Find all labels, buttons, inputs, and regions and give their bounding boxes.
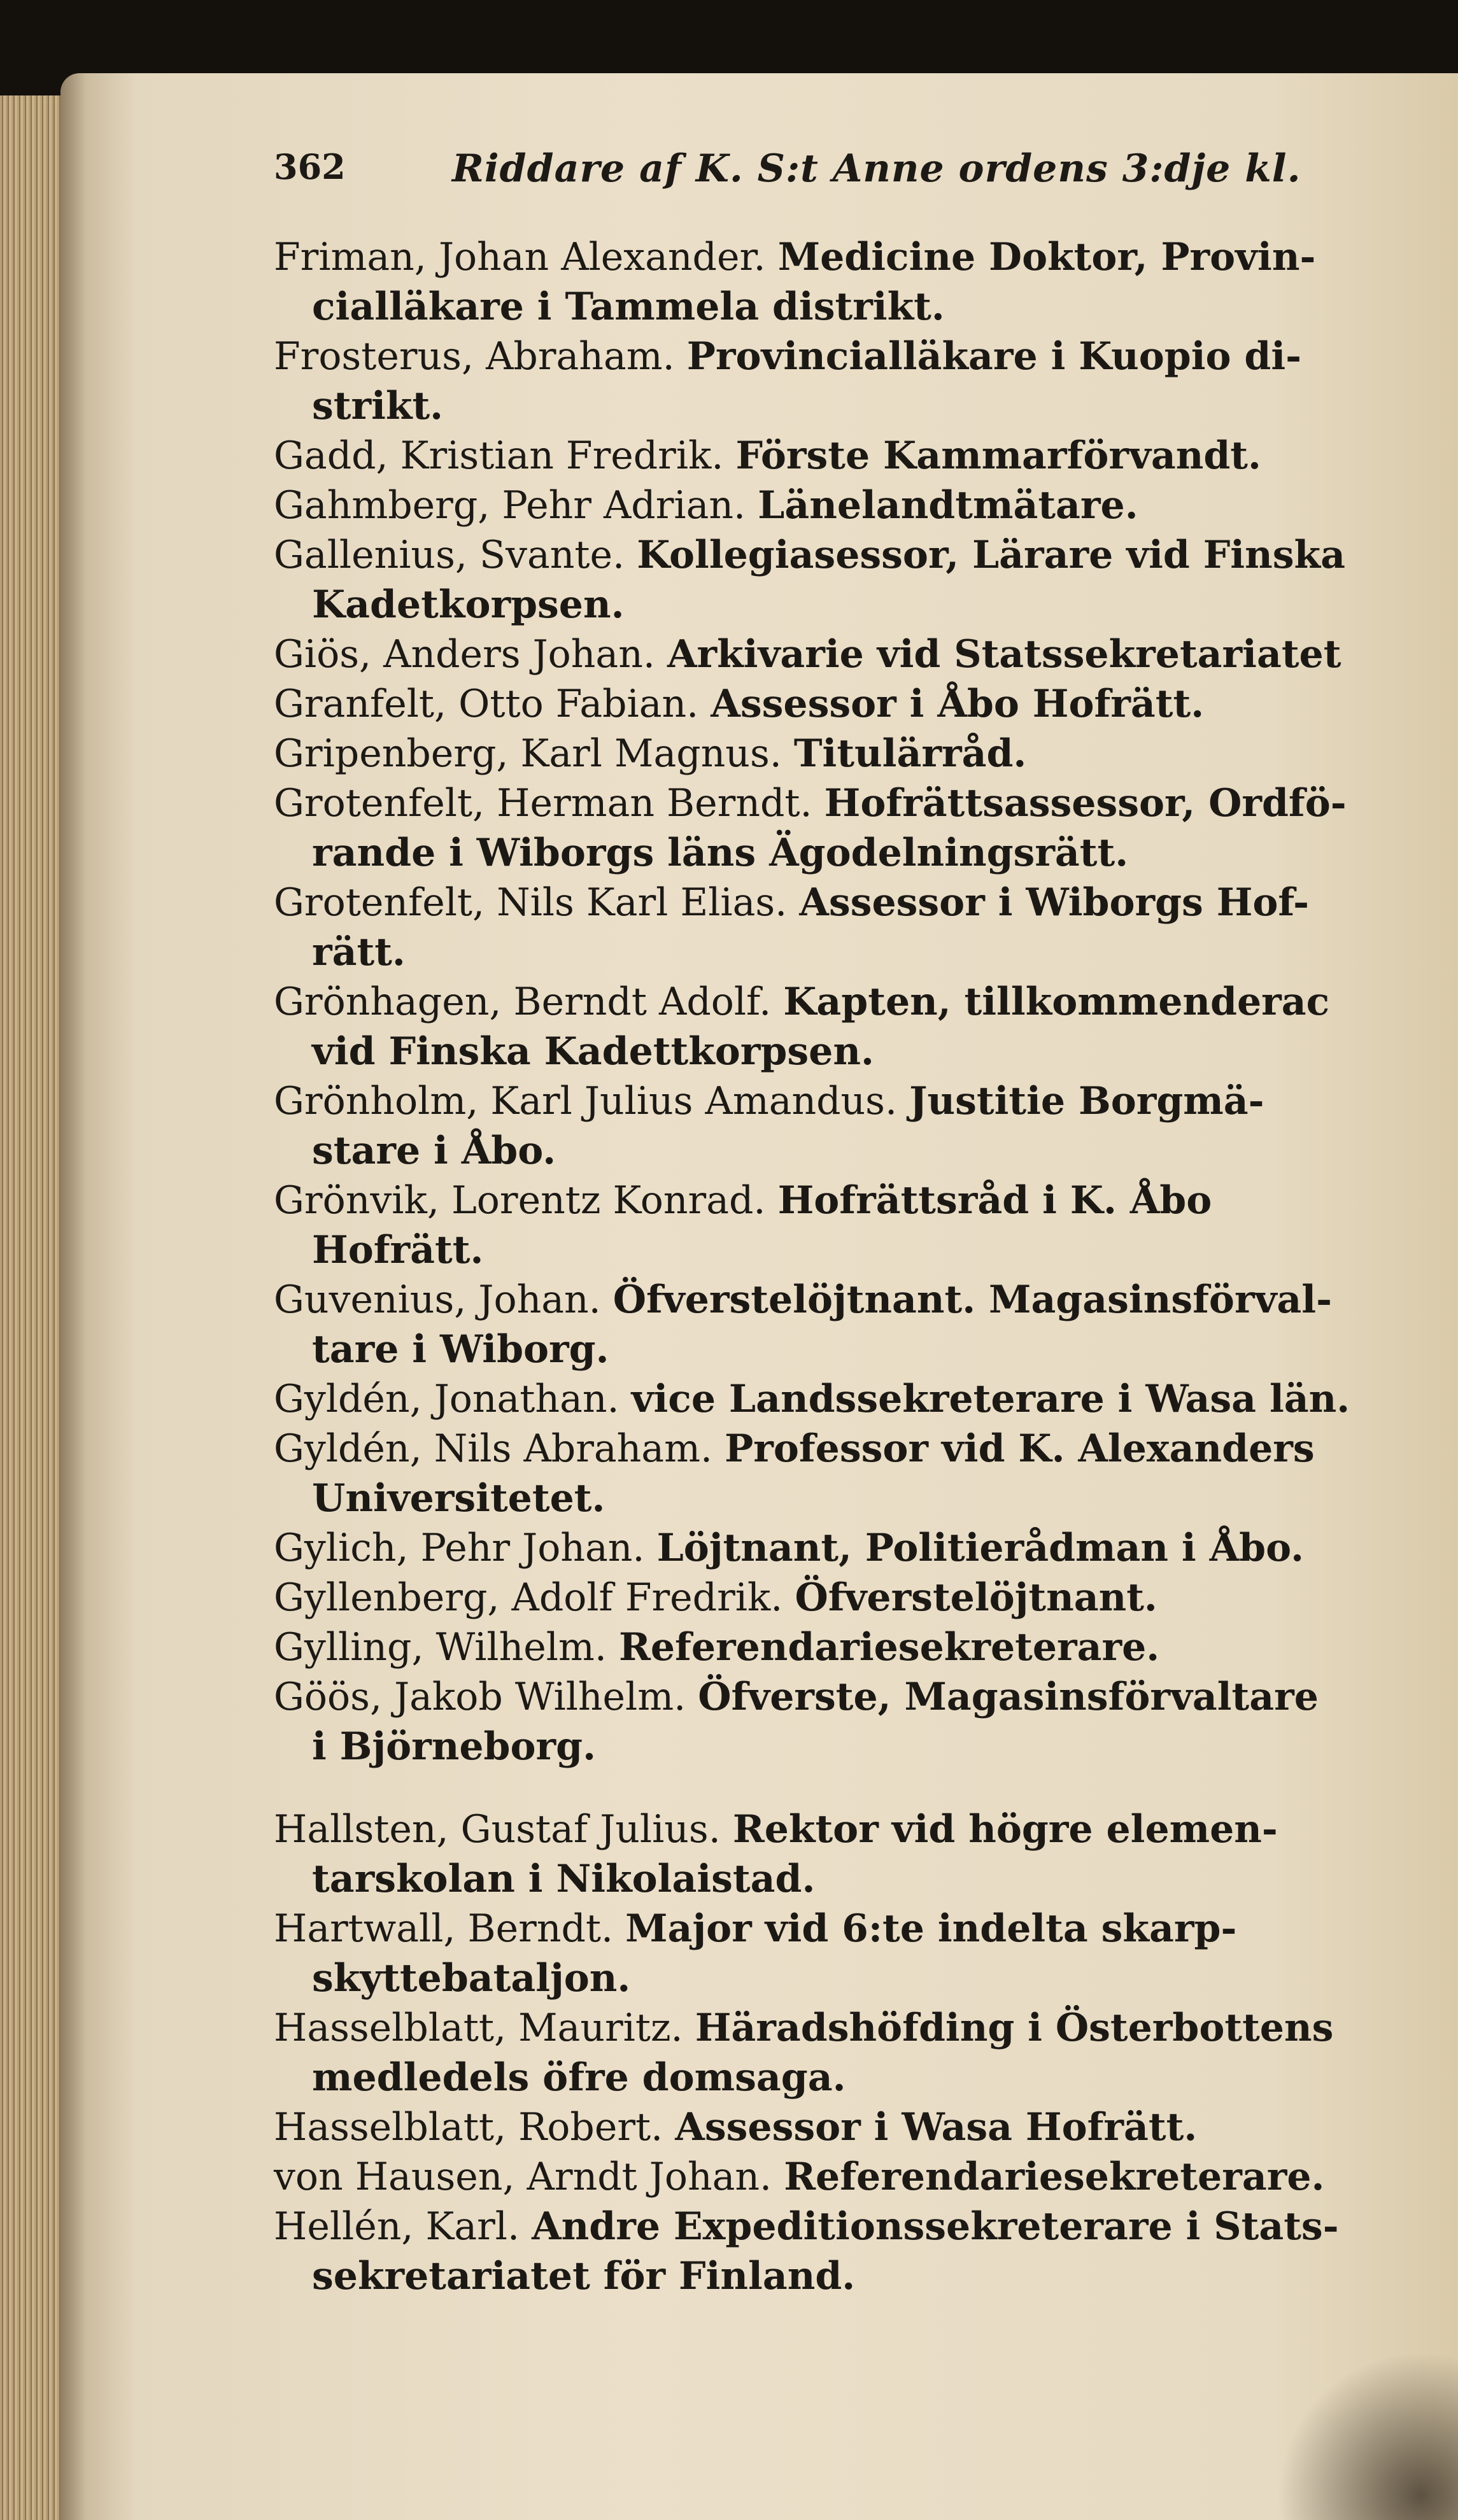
list-item xyxy=(274,1573,1452,1623)
entry-name: Gallenius, Svante. xyxy=(274,533,625,577)
list-item xyxy=(274,332,1452,431)
running-title: Riddare af K. S:t Anne ordens 3:dje kl. xyxy=(452,146,1301,191)
entry-title: Assessor i Åbo Hofrätt. xyxy=(711,682,1205,726)
corner-shadow xyxy=(1273,2355,1458,2520)
list-item xyxy=(274,1176,1452,1275)
entry-first-line xyxy=(274,1573,1452,1623)
entry-first-line xyxy=(274,1275,1452,1325)
page-header xyxy=(274,146,1356,204)
entry-name: Gahmberg, Pehr Adrian. xyxy=(274,483,746,528)
list-item xyxy=(274,2152,1452,2202)
list-item xyxy=(274,481,1452,530)
list-item xyxy=(274,2202,1452,2301)
entry-first-line xyxy=(274,1076,1452,1126)
list-item xyxy=(274,1523,1452,1573)
page-number: 362 xyxy=(274,146,346,187)
entry-name: Gyldén, Jonathan. xyxy=(274,1377,619,1421)
entry-name: Giös, Anders Johan. xyxy=(274,632,655,677)
entry-title: Rektor vid högre elemen- xyxy=(732,1807,1278,1852)
list-item xyxy=(274,1904,1452,2003)
entry-first-line xyxy=(274,729,1452,778)
list-item xyxy=(274,2003,1452,2102)
entry-name: Frosterus, Abraham. xyxy=(274,334,675,379)
list-item xyxy=(274,1805,1452,1904)
entry-first-line xyxy=(274,977,1452,1027)
entry-name: Gylling, Wilhelm. xyxy=(274,1625,607,1670)
entry-title: Assessor i Wasa Hofrätt. xyxy=(675,2105,1198,2150)
list-item xyxy=(274,977,1452,1076)
entry-first-line xyxy=(274,679,1452,729)
entry-title: Andre Expeditionssekreterare i Stats- xyxy=(532,2204,1339,2249)
entry-title: Löjtnant, Politierådman i Åbo. xyxy=(656,1526,1304,1570)
entry-first-line xyxy=(274,2003,1452,2053)
entry-title: Kapten, tillkommenderac xyxy=(783,980,1330,1024)
entry-continuation: Kadetkorpsen. xyxy=(312,582,625,627)
entry-continuation: rätt. xyxy=(312,930,406,975)
list-item xyxy=(274,2102,1452,2152)
entry-continuation: stare i Åbo. xyxy=(312,1129,556,1173)
list-item xyxy=(274,679,1452,729)
entry-name: Grönholm, Karl Julius Amandus. xyxy=(274,1079,898,1123)
entry-title: Provincialläkare i Kuopio di- xyxy=(686,334,1302,379)
entry-continuation: skyttebataljon. xyxy=(312,1956,631,2001)
entry-title: Hofrättsråd i K. Åbo xyxy=(777,1178,1212,1223)
entry-title: Titulärråd. xyxy=(793,731,1027,776)
list-item xyxy=(274,431,1452,481)
entry-continuation: cialläkare i Tammela distrikt. xyxy=(312,285,945,329)
entry-title: Häradshöfding i Österbottens xyxy=(695,2006,1334,2050)
entry-continuation: Hofrätt. xyxy=(312,1228,484,1272)
entry-first-line xyxy=(274,1805,1452,1854)
entry-first-line xyxy=(274,431,1452,481)
entry-continuation: rande i Wiborgs läns Ägodelningsrätt. xyxy=(312,831,1129,875)
entry-title: Referendariesekreterare. xyxy=(784,2155,1325,2199)
entry-title: Öfverste, Magasinsförvaltare xyxy=(698,1675,1319,1719)
list-item xyxy=(274,1076,1452,1176)
entry-list xyxy=(274,232,1452,2301)
entry-continuation: vid Finska Kadettkorpsen. xyxy=(312,1029,874,1074)
entry-title: vice Landssekreterare i Wasa län. xyxy=(631,1377,1350,1421)
entry-title: Professor vid K. Alexanders xyxy=(725,1426,1315,1471)
entry-continuation: tarskolan i Nikolaistad. xyxy=(312,1857,816,1901)
list-item xyxy=(274,878,1452,977)
list-item xyxy=(274,778,1452,878)
entry-first-line xyxy=(274,2152,1452,2202)
entry-first-line xyxy=(274,878,1452,927)
entry-name: Gadd, Kristian Fredrik. xyxy=(274,433,724,478)
entry-name: Hartwall, Berndt. xyxy=(274,1906,614,1951)
entry-first-line xyxy=(274,1176,1452,1225)
gutter-shadow xyxy=(60,73,86,2520)
entry-name: Gylich, Pehr Johan. xyxy=(274,1526,645,1570)
entry-first-line xyxy=(274,2202,1452,2251)
list-item xyxy=(274,1374,1452,1424)
entry-title: Länelandtmätare. xyxy=(758,483,1138,528)
list-item xyxy=(274,1424,1452,1523)
entry-name: Grönhagen, Berndt Adolf. xyxy=(274,980,772,1024)
entry-title: Assessor i Wiborgs Hof- xyxy=(799,880,1309,925)
entry-first-line xyxy=(274,1904,1452,1953)
entry-name: von Hausen, Arndt Johan. xyxy=(274,2155,772,2199)
entry-first-line xyxy=(274,1672,1452,1722)
entry-first-line xyxy=(274,232,1452,282)
entry-name: Hasselblatt, Mauritz. xyxy=(274,2006,683,2050)
entry-first-line xyxy=(274,530,1452,580)
entry-name: Gyldén, Nils Abraham. xyxy=(274,1426,713,1471)
entry-first-line xyxy=(274,1523,1452,1573)
entry-name: Hellén, Karl. xyxy=(274,2204,520,2249)
entry-name: Guvenius, Johan. xyxy=(274,1278,601,1322)
entry-continuation: tare i Wiborg. xyxy=(312,1327,609,1372)
entry-title: Major vid 6:te indelta skarp- xyxy=(625,1906,1237,1951)
margin-mark xyxy=(131,1003,143,1015)
entry-name: Grönvik, Lorentz Konrad. xyxy=(274,1178,766,1223)
entry-title: Förste Kammarförvandt. xyxy=(735,433,1261,478)
entry-name: Friman, Johan Alexander. xyxy=(274,235,766,279)
entry-first-line xyxy=(274,332,1452,381)
list-item xyxy=(274,1672,1452,1771)
list-item xyxy=(274,729,1452,778)
entry-name: Hasselblatt, Robert. xyxy=(274,2105,663,2150)
entry-name: Grotenfelt, Nils Karl Elias. xyxy=(274,880,788,925)
list-item xyxy=(274,630,1452,679)
entry-first-line xyxy=(274,1424,1452,1474)
entry-title: Öfverstelöjtnant. xyxy=(795,1575,1157,1620)
entry-continuation: sekretariatet för Finland. xyxy=(312,2254,856,2298)
list-item xyxy=(274,1623,1452,1672)
entry-name: Grotenfelt, Herman Berndt. xyxy=(274,781,812,826)
entry-continuation: Universitetet. xyxy=(312,1476,605,1521)
entry-title: Arkivarie vid Statssekretariatet xyxy=(667,632,1341,677)
entry-name: Gripenberg, Karl Magnus. xyxy=(274,731,782,776)
entry-first-line xyxy=(274,630,1452,679)
list-item xyxy=(274,232,1452,332)
entry-title: Öfverstelöjtnant. Magasinsförval- xyxy=(612,1278,1332,1322)
entry-continuation: strikt. xyxy=(312,384,444,428)
entry-first-line xyxy=(274,1623,1452,1672)
list-item xyxy=(274,1275,1452,1374)
entry-name: Hallsten, Gustaf Julius. xyxy=(274,1807,721,1852)
entry-title: Medicine Doktor, Provin- xyxy=(777,235,1316,279)
entry-first-line xyxy=(274,2102,1452,2152)
entry-first-line xyxy=(274,481,1452,530)
entry-continuation: medledels öfre domsaga. xyxy=(312,2055,846,2100)
entry-title: Kollegiasessor, Lärare vid Finska xyxy=(637,533,1345,577)
entry-title: Hofrättsassessor, Ordfö- xyxy=(824,781,1347,826)
entry-title: Justitie Borgmä- xyxy=(909,1079,1264,1123)
list-item xyxy=(274,530,1452,630)
entry-first-line xyxy=(274,778,1452,828)
entry-name: Gyllenberg, Adolf Fredrik. xyxy=(274,1575,783,1620)
entry-continuation: i Björneborg. xyxy=(312,1724,596,1769)
entry-name: Göös, Jakob Wilhelm. xyxy=(274,1675,686,1719)
entry-name: Granfelt, Otto Fabian. xyxy=(274,682,699,726)
entry-title: Referendariesekreterare. xyxy=(618,1625,1160,1670)
entry-first-line xyxy=(274,1374,1452,1424)
